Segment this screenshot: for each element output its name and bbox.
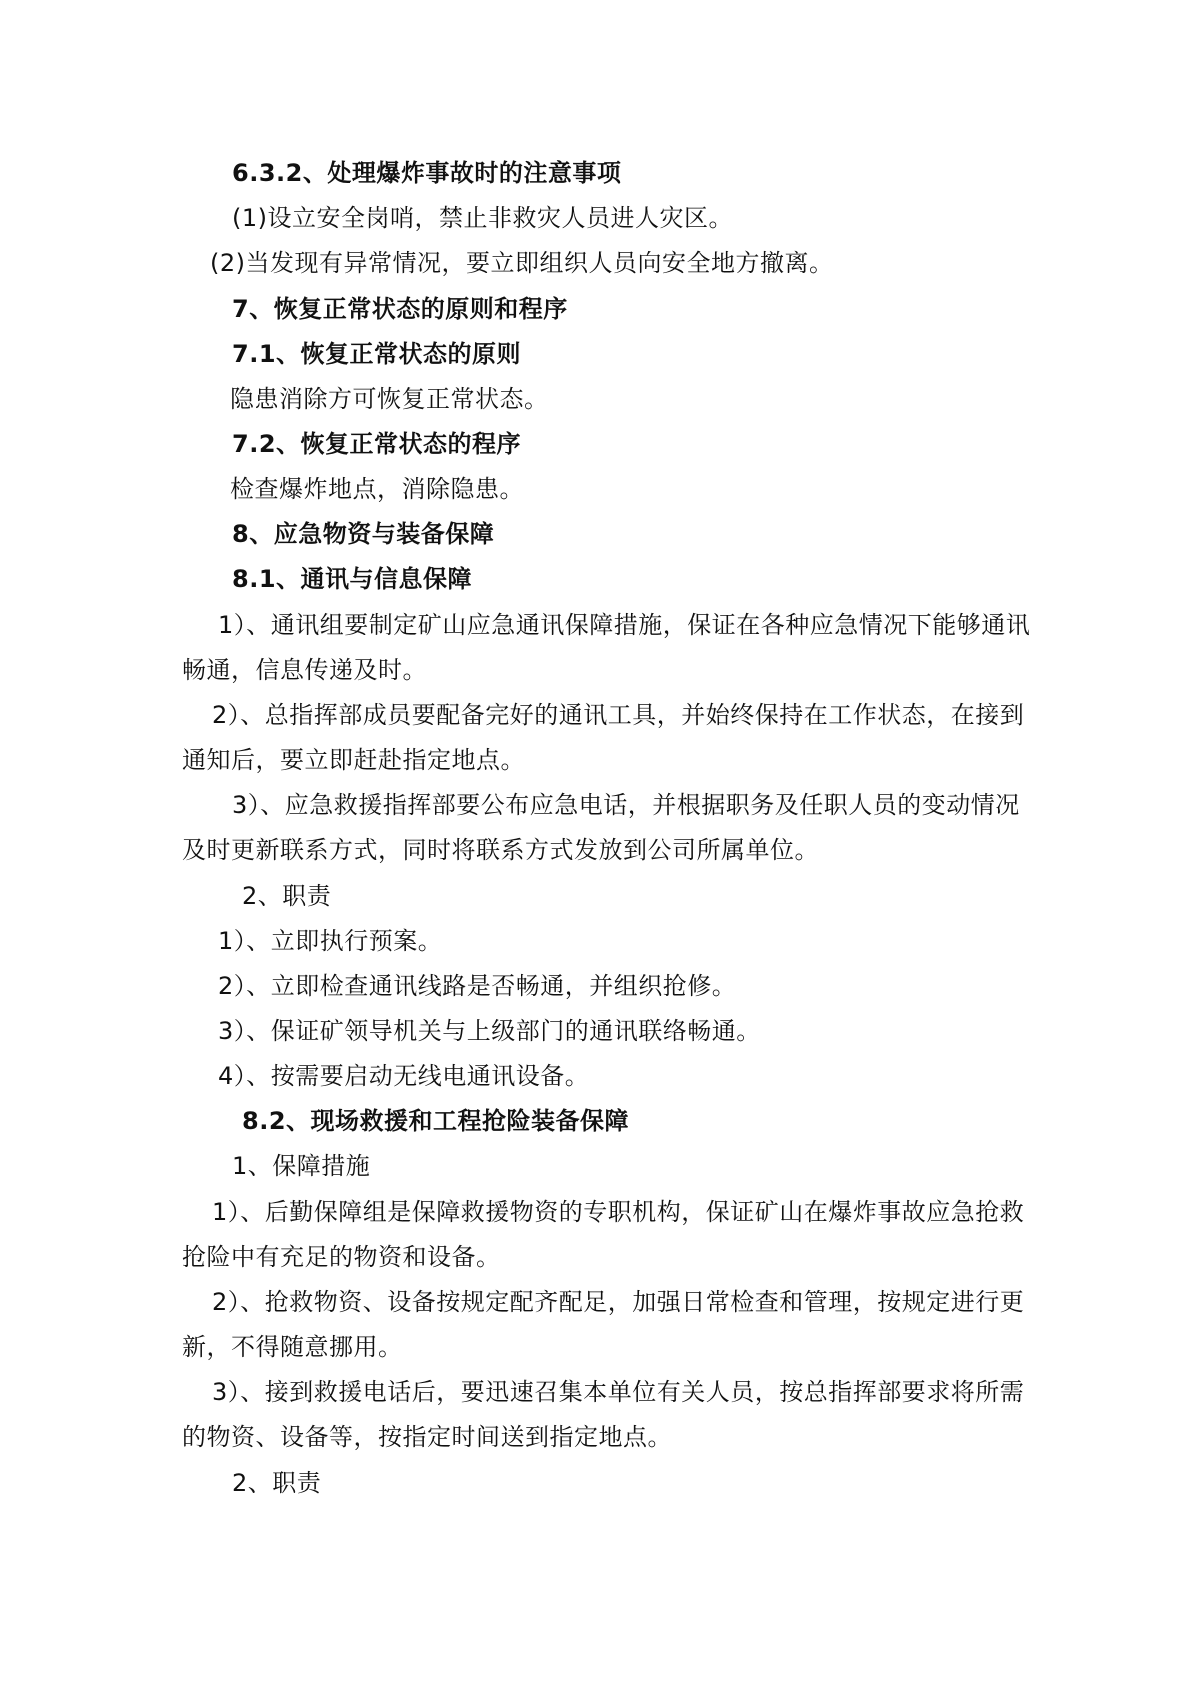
- paragraph-line: 及时更新联系方式，同时将联系方式发放到公司所属单位。: [182, 836, 819, 864]
- subheading-duties: 2、职责: [242, 882, 332, 910]
- paragraph-line: 隐患消除方可恢复正常状态。: [230, 385, 549, 413]
- paragraph-line: 的物资、设备等，按指定时间送到指定地点。: [182, 1423, 672, 1451]
- heading-8: 8、应急物资与装备保障: [232, 520, 495, 548]
- paragraph-line: 1）、立即执行预案。: [218, 927, 443, 955]
- paragraph-line: 1）、通讯组要制定矿山应急通讯保障措施，保证在各种应急情况下能够通讯: [218, 611, 1031, 639]
- heading-8-2: 8.2、现场救援和工程抢险装备保障: [242, 1107, 630, 1135]
- heading-7-2: 7.2、恢复正常状态的程序: [232, 430, 522, 458]
- paragraph-line: 通知后，要立即赶赴指定地点。: [182, 746, 525, 774]
- heading-6-3-2: 6.3.2、处理爆炸事故时的注意事项: [232, 159, 622, 187]
- paragraph-line: 1）、后勤保障组是保障救援物资的专职机构，保证矿山在爆炸事故应急抢救: [212, 1198, 1025, 1226]
- paragraph-line: 2）、总指挥部成员要配备完好的通讯工具，并始终保持在工作状态，在接到: [212, 701, 1025, 729]
- paragraph-line: 检查爆炸地点，消除隐患。: [230, 475, 524, 503]
- heading-7: 7、恢复正常状态的原则和程序: [232, 295, 568, 323]
- heading-7-1: 7.1、恢复正常状态的原则: [232, 340, 522, 368]
- subheading-measures: 1、保障措施: [232, 1152, 371, 1180]
- paragraph-line: 3）、保证矿领导机关与上级部门的通讯联络畅通。: [218, 1017, 761, 1045]
- paragraph-line: 2）、立即检查通讯线路是否畅通，并组织抢修。: [218, 972, 737, 1000]
- heading-8-1: 8.1、通讯与信息保障: [232, 565, 473, 593]
- paragraph-line: (1)设立安全岗哨，禁止非救灾人员进人灾区。: [232, 204, 733, 232]
- paragraph-line: (2)当发现有异常情况，要立即组织人员向安全地方撤离。: [210, 249, 834, 277]
- paragraph-line: 3）、接到救援电话后，要迅速召集本单位有关人员，按总指挥部要求将所需: [212, 1378, 1025, 1406]
- paragraph-line: 4）、按需要启动无线电通讯设备。: [218, 1062, 590, 1090]
- paragraph-line: 畅通，信息传递及时。: [182, 656, 427, 684]
- paragraph-line: 抢险中有充足的物资和设备。: [182, 1243, 501, 1271]
- paragraph-line: 2）、抢救物资、设备按规定配齐配足，加强日常检查和管理，按规定进行更: [212, 1288, 1025, 1316]
- paragraph-line: 新，不得随意挪用。: [182, 1333, 403, 1361]
- subheading-duties: 2、职责: [232, 1469, 322, 1497]
- paragraph-line: 3）、应急救援指挥部要公布应急电话，并根据职务及任职人员的变动情况: [232, 791, 1020, 819]
